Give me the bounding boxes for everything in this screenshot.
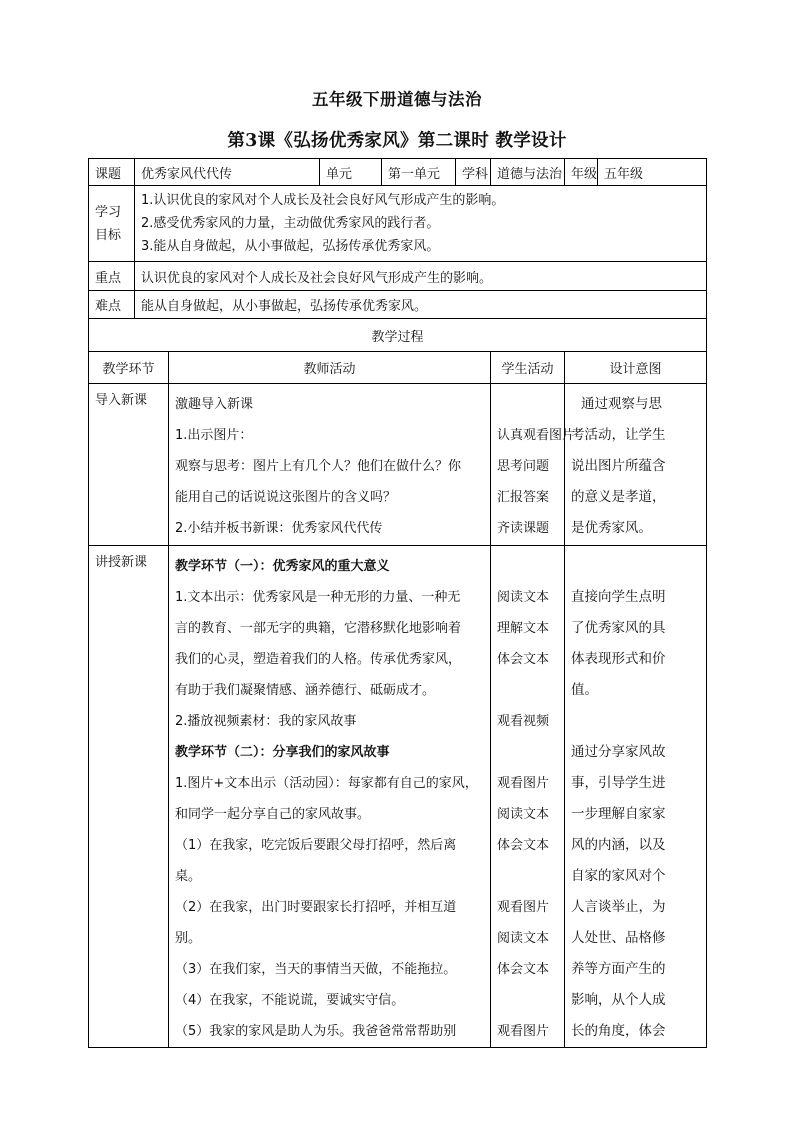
student-line <box>497 389 564 420</box>
student-line <box>497 985 564 1016</box>
intent-line: 的意义是孝道， <box>571 489 666 505</box>
intent-line: 人言谈举止，为 <box>571 899 666 915</box>
teacher-line: 言的教育、一部无字的典籍，它潜移默化地影响着 <box>175 621 462 636</box>
intent-line: 一步理解自家家 <box>571 806 666 822</box>
intent-line <box>571 706 706 737</box>
col-student-header: 学生活动 <box>491 352 565 384</box>
grade-label: 年级 <box>565 159 598 186</box>
design-intent <box>565 546 707 1048</box>
teacher-activity <box>169 384 491 546</box>
student-line: 认真观看图片 <box>497 428 576 443</box>
student-line: 齐读课题 <box>497 521 550 536</box>
lesson-plan-table <box>88 158 707 1048</box>
teacher-line: 有助于我们凝聚情感、涵养德行、砥砺成才。 <box>175 683 436 698</box>
teacher-line: 激趣导入新课 <box>175 397 254 412</box>
student-line: 体会文本 <box>497 962 550 977</box>
intent-line <box>571 551 706 582</box>
stage-row-teaching <box>89 546 707 1048</box>
process-title: 教学过程 <box>89 319 707 352</box>
teacher-line: 2.播放视频素材：我的家风故事 <box>175 714 357 729</box>
teacher-line: （4）在我家，不能说谎，要诚实守信。 <box>175 993 405 1008</box>
student-line <box>497 737 564 768</box>
info-row <box>89 159 707 186</box>
key-point-text: 认识优良的家风对个人成长及社会良好风气形成产生的影响。 <box>135 262 707 291</box>
teacher-line: 1.图片+文本出示（活动园）：每家都有自己的家风， <box>175 776 478 791</box>
student-activity <box>491 384 576 546</box>
goal-item: 3.能从自身做起，从小事做起，弘扬传承优秀家风。 <box>141 239 440 254</box>
stage-row-intro <box>89 384 707 546</box>
stage-name: 导入新课 <box>89 384 169 546</box>
section-heading: 教学环节（二）：分享我们的家风故事 <box>175 745 390 760</box>
difficulty-label: 难点 <box>89 291 135 319</box>
intent-line: 了优秀家风的具 <box>571 620 666 636</box>
topic-label: 课题 <box>89 159 135 186</box>
intent-line: 风的内涵，以及 <box>571 837 666 853</box>
student-line: 观看图片 <box>497 1024 550 1039</box>
student-line: 阅读文本 <box>497 807 550 822</box>
intent-line: 是优秀家风。 <box>571 520 653 536</box>
topic-value: 优秀家风代代传 <box>135 159 320 186</box>
intent-line: 通过观察与思 <box>581 396 663 412</box>
intent-line: 直接向学生点明 <box>571 589 666 605</box>
stage-name: 讲授新课 <box>89 546 169 1048</box>
teacher-line: （3）在我们家，当天的事情当天做，不能拖拉。 <box>175 962 457 977</box>
col-teacher-header: 教师活动 <box>169 352 491 384</box>
document-title: 五年级下册道德与法治 <box>312 90 482 109</box>
unit-value: 第一单元 <box>382 159 456 186</box>
student-line <box>497 861 564 892</box>
teacher-line: 我们的心灵，塑造着我们的人格。传承优秀家风， <box>175 652 462 667</box>
student-line: 理解文本 <box>497 621 550 636</box>
student-activity <box>491 546 565 1048</box>
intent-line: 值。 <box>571 682 599 698</box>
goal-item: 2.感受优秀家风的力量，主动做优秀家风的践行者。 <box>141 216 440 231</box>
goals-row <box>89 186 707 262</box>
difficulty-row <box>89 291 707 319</box>
grade-value: 五年级 <box>598 159 707 186</box>
teacher-line: 1.出示图片： <box>175 428 253 443</box>
goals-list <box>135 186 707 262</box>
difficulty-text: 能从自身做起，从小事做起，弘扬传承优秀家风。 <box>135 291 707 319</box>
student-line: 体会文本 <box>497 652 550 667</box>
student-line <box>497 675 564 706</box>
intent-line: 通过分享家风故 <box>571 744 666 760</box>
intent-line: 养等方面产生的 <box>571 961 666 977</box>
student-line: 观看视频 <box>497 714 550 729</box>
teacher-line: （2）在我家，出门时要跟家长打招呼，并相互道 <box>175 900 457 915</box>
col-intent-header: 设计意图 <box>565 352 707 384</box>
student-line: 汇报答案 <box>497 490 550 505</box>
teacher-line: 别。 <box>175 931 202 946</box>
student-line: 思考问题 <box>497 459 550 474</box>
intent-line: 长的角度，体会 <box>571 1023 666 1039</box>
lesson-title: 第3课《弘扬优秀家风》第二课时 教学设计 <box>227 131 567 151</box>
process-header-row <box>89 352 707 384</box>
goals-label: 学习 目标 <box>89 186 135 262</box>
student-line: 观看图片 <box>497 776 550 791</box>
teacher-line: 桌。 <box>175 869 202 884</box>
teacher-line: 1.文本出示：优秀家风是一种无形的力量、一种无 <box>175 590 461 605</box>
subject-value: 道德与法治 <box>491 159 565 186</box>
key-point-label: 重点 <box>89 262 135 291</box>
teacher-line: 2.小结并板书新课：优秀家风代代传 <box>175 521 383 536</box>
teacher-activity <box>169 546 491 1048</box>
unit-label: 单元 <box>320 159 382 186</box>
goal-item: 1.认识优良的家风对个人成长及社会良好风气形成产生的影响。 <box>141 193 505 208</box>
section-heading: 教学环节（一）：优秀家风的重大意义 <box>175 559 390 574</box>
student-line: 体会文本 <box>497 838 550 853</box>
process-title-row <box>89 319 707 352</box>
subject-label: 学科 <box>456 159 491 186</box>
teacher-line: 观察与思考：图片上有几个人？他们在做什么？你 <box>175 459 462 474</box>
teacher-line: 能用自己的话说说这张图片的含义吗？ <box>175 490 397 505</box>
teacher-line: 和同学一起分享自己的家风故事。 <box>175 807 371 822</box>
intent-line: 考活动，让学生 <box>571 427 666 443</box>
student-line: 阅读文本 <box>497 931 550 946</box>
key-point-row <box>89 262 707 291</box>
teacher-line: （1）在我家，吃完饭后要跟父母打招呼，然后离 <box>175 838 457 853</box>
student-line: 阅读文本 <box>497 590 550 605</box>
intent-line: 说出图片所蕴含 <box>571 458 666 474</box>
intent-line: 自家的家风对个 <box>571 868 666 884</box>
design-intent <box>565 384 707 546</box>
intent-line: 体表现形式和价 <box>571 651 666 667</box>
student-line: 观看图片 <box>497 900 550 915</box>
intent-line: 影响，从个人成 <box>571 992 666 1008</box>
intent-line: 人处世、品格修 <box>571 930 666 946</box>
teacher-line: （5）我家的家风是助人为乐。我爸爸常常帮助别 <box>175 1024 457 1039</box>
col-stage-header: 教学环节 <box>89 352 169 384</box>
student-line <box>497 551 564 582</box>
intent-line: 事，引导学生进 <box>571 775 666 791</box>
